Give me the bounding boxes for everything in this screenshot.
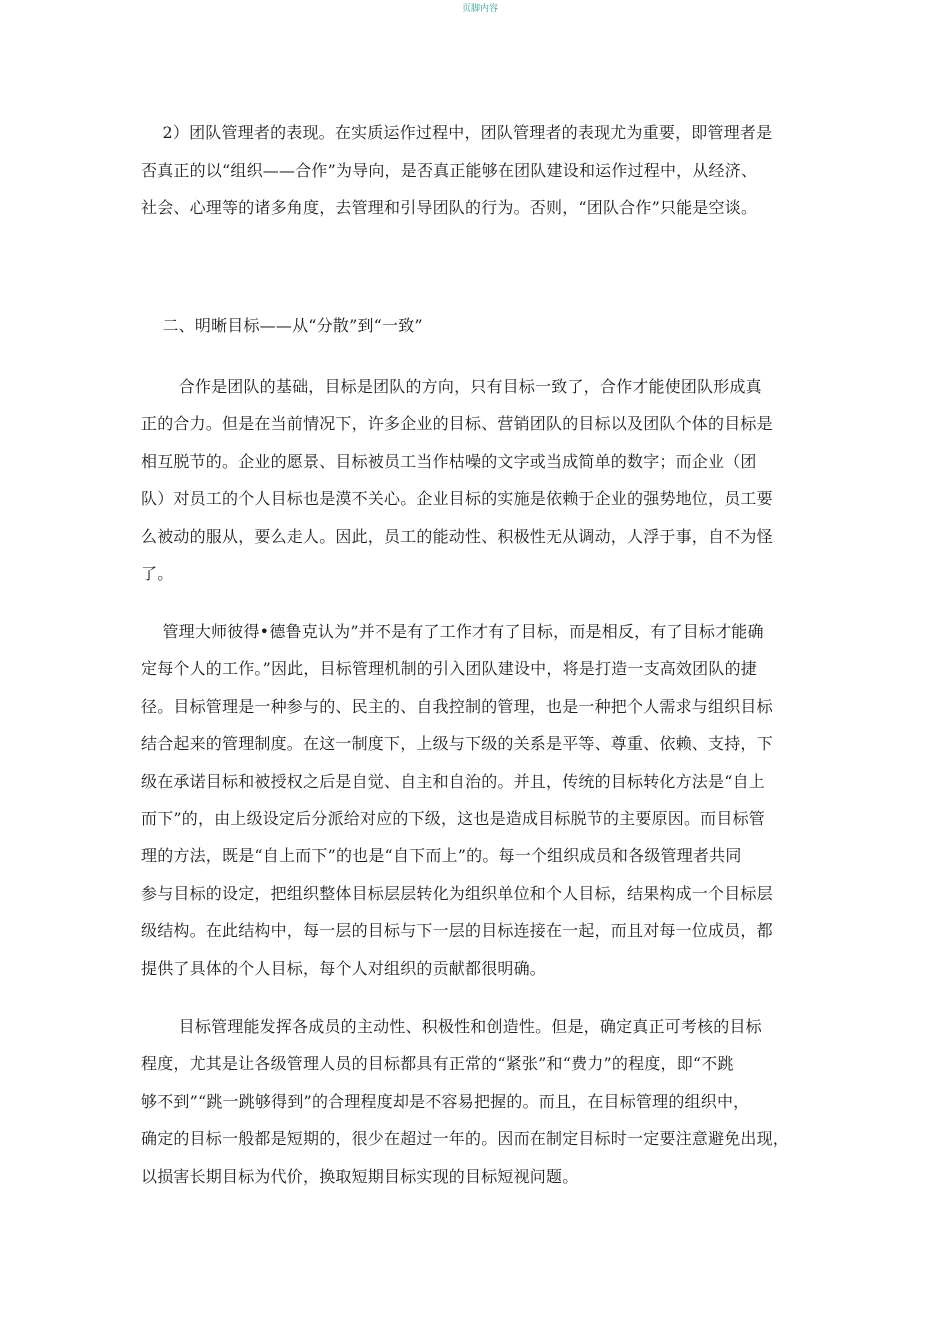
text-line: 否真正的以“组织——合作”为导向，是否真正能够在团队建设和运作过程中，从经济、 <box>141 160 758 180</box>
text-line: 参与目标的设定，把组织整体目标层层转化为组织单位和个人目标，结果构成一个目标层 <box>141 883 773 903</box>
text-line: 结合起来的管理制度。在这一制度下，上级与下级的关系是平等、尊重、依赖、支持，下 <box>141 734 773 754</box>
section-heading <box>141 307 821 345</box>
paragraph-team-manager <box>141 114 821 227</box>
text-line: 正的合力。但是在当前情况下，许多企业的目标、营销团队的目标以及团队个体的目标是 <box>141 414 773 434</box>
text-line: 程度，尤其是让各级管理人员的目标都具有正常的“紧张”和“费力”的程度，即“不跳 <box>141 1054 734 1074</box>
text-line: 而下”的，由上级设定后分派给对应的下级，这也是造成目标脱节的主要原因。而目标管 <box>141 809 765 829</box>
text-line: 理的方法，既是“自上而下”的也是“自下而上”的。每一个组织成员和各级管理者共同 <box>141 846 742 866</box>
text-line: 提供了具体的个人目标，每个人对组织的贡献都很明确。 <box>141 958 547 978</box>
text-line: 级结构。在此结构中，每一层的目标与下一层的目标连接在一起，而且对每一位成员，都 <box>141 921 773 941</box>
text-line: 相互脱节的。企业的愿景、目标被员工当作枯噪的文字或当成简单的数字；而企业（团 <box>141 451 757 471</box>
heading-line: 二、明晰目标——从“分散”到“一致” <box>141 316 423 335</box>
paragraph-cooperation <box>141 368 821 592</box>
text-line: 队）对员工的个人目标也是漠不关心。企业目标的实施是依赖于企业的强势地位，员工要 <box>141 489 773 509</box>
text-line: 目标管理能发挥各成员的主动性、积极性和创造性。但是，确定真正可考核的目标 <box>141 1017 762 1036</box>
text-line: 够不到”“跳一跳够得到”的合理程度却是不容易把握的。而且，在目标管理的组织中， <box>141 1091 750 1111</box>
text-line: 了。 <box>141 564 174 584</box>
paragraph-objective-management <box>141 1008 821 1195</box>
text-line: 社会、心理等的诸多角度，去管理和引导团队的行为。否则，“团队合作”只能是空谈。 <box>141 198 758 218</box>
text-line: 确定的目标一般都是短期的，很少在超过一年的。因而在制定目标时一定要注意避免出现， <box>141 1129 790 1149</box>
text-line: 定每个人的工作。”因此，目标管理机制的引入团队建设中，将是打造一支高效团队的捷 <box>141 659 757 679</box>
text-line: 级在承诺目标和被授权之后是自觉、自主和自治的。并且，传统的目标转化方法是“自上 <box>141 771 765 791</box>
text-line: 2）团队管理者的表现。在实质运作过程中，团队管理者的表现尤为重要，即管理者是 <box>141 123 773 142</box>
text-line: 管理大师彼得•德鲁克认为”并不是有了工作才有了目标，而是相反，有了目标才能确 <box>141 622 764 641</box>
page-header: 页脚内容 <box>462 4 499 14</box>
text-line: 合作是团队的基础，目标是团队的方向，只有目标一致了，合作才能使团队形成真 <box>141 377 762 396</box>
text-line: 以损害长期目标为代价，换取短期目标实现的目标短视问题。 <box>141 1166 579 1186</box>
paragraph-drucker <box>141 613 821 987</box>
text-line: 径。目标管理是一种参与的、民主的、自我控制的管理，也是一种把个人需求与组织目标 <box>141 696 773 716</box>
text-line: 么被动的服从，要么走人。因此，员工的能动性、积极性无从调动，人浮于事，自不为怪 <box>141 526 773 546</box>
